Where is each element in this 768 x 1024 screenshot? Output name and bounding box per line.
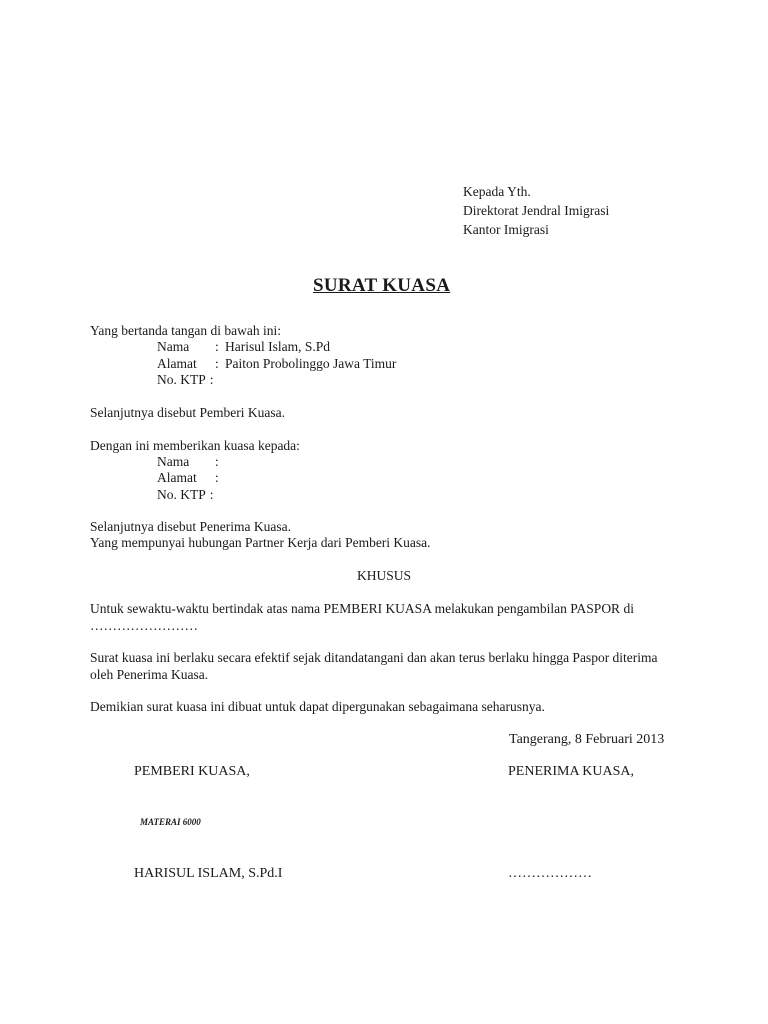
grantor-address-label: Alamat [157, 356, 197, 371]
materai-stamp: MATERAI 6000 [140, 817, 201, 827]
grantor-name-value: Harisul Islam, S.Pd [225, 339, 331, 354]
grantee-ktp-row [157, 487, 214, 503]
grantor-note: Selanjutnya disebut Pemberi Kuasa. [90, 405, 285, 420]
grantee-note-1: Selanjutnya disebut Penerima Kuasa. [90, 519, 291, 534]
grantor-name-label: Nama [157, 339, 190, 354]
recipient-line-3: Kantor Imigrasi [463, 222, 549, 237]
paragraph-2-line-2: oleh Penerima Kuasa. [90, 667, 209, 682]
grantor-ktp-label: No. KTP [157, 372, 206, 387]
colon: : [215, 470, 219, 485]
grantor-signature-heading: PEMBERI KUASA, [134, 764, 250, 779]
grantee-signature-heading: PENERIMA KUASA, [508, 764, 635, 779]
colon: : [209, 372, 214, 387]
grantee-intro: Dengan ini memberikan kuasa kepada: [90, 438, 300, 453]
grantor-name-row [157, 339, 330, 355]
colon: : [215, 356, 219, 371]
paragraph-3: Demikian surat kuasa ini dibuat untuk dapat dipergunakan sebagaimana seharusnya. [90, 699, 545, 714]
grantor-address-row [157, 356, 396, 372]
grantee-address-label: Alamat [157, 470, 197, 485]
grantor-signature-name: HARISUL ISLAM, S.Pd.I [134, 866, 283, 881]
grantee-ktp-label: No. KTP [157, 487, 206, 502]
colon: : [215, 339, 219, 354]
paragraph-1-line-1: Untuk sewaktu-waktu bertindak atas nama PEMBERI KUASA melakukan pengambilan PASPOR di [90, 601, 634, 616]
grantor-address-value: Paiton Probolinggo Jawa Timur [225, 356, 397, 371]
intro-text: Yang bertanda tangan di bawah ini: [90, 323, 281, 338]
place-date: Tangerang, 8 Februari 2013 [509, 732, 665, 747]
grantee-name-row [157, 454, 225, 470]
recipient-line-2: Direktorat Jendral Imigrasi [463, 203, 610, 218]
colon: : [209, 487, 214, 502]
paragraph-1-line-2: …………………… [90, 618, 198, 633]
grantee-signature-name: ……………… [508, 866, 592, 881]
recipient-line-1: Kepada Yth. [463, 184, 531, 199]
paragraph-2-line-1: Surat kuasa ini berlaku secara efektif sejak ditandatangani dan akan terus berlaku hingga Paspor diterima [90, 650, 658, 665]
document-title: SURAT KUASA [313, 275, 451, 296]
grantor-ktp-row [157, 372, 214, 388]
grantee-name-label: Nama [157, 454, 190, 469]
colon: : [215, 454, 219, 469]
khusus-heading: KHUSUS [357, 568, 412, 583]
grantee-note-2: Yang mempunyai hubungan Partner Kerja dari Pemberi Kuasa. [90, 535, 431, 550]
grantee-address-row [157, 470, 225, 486]
